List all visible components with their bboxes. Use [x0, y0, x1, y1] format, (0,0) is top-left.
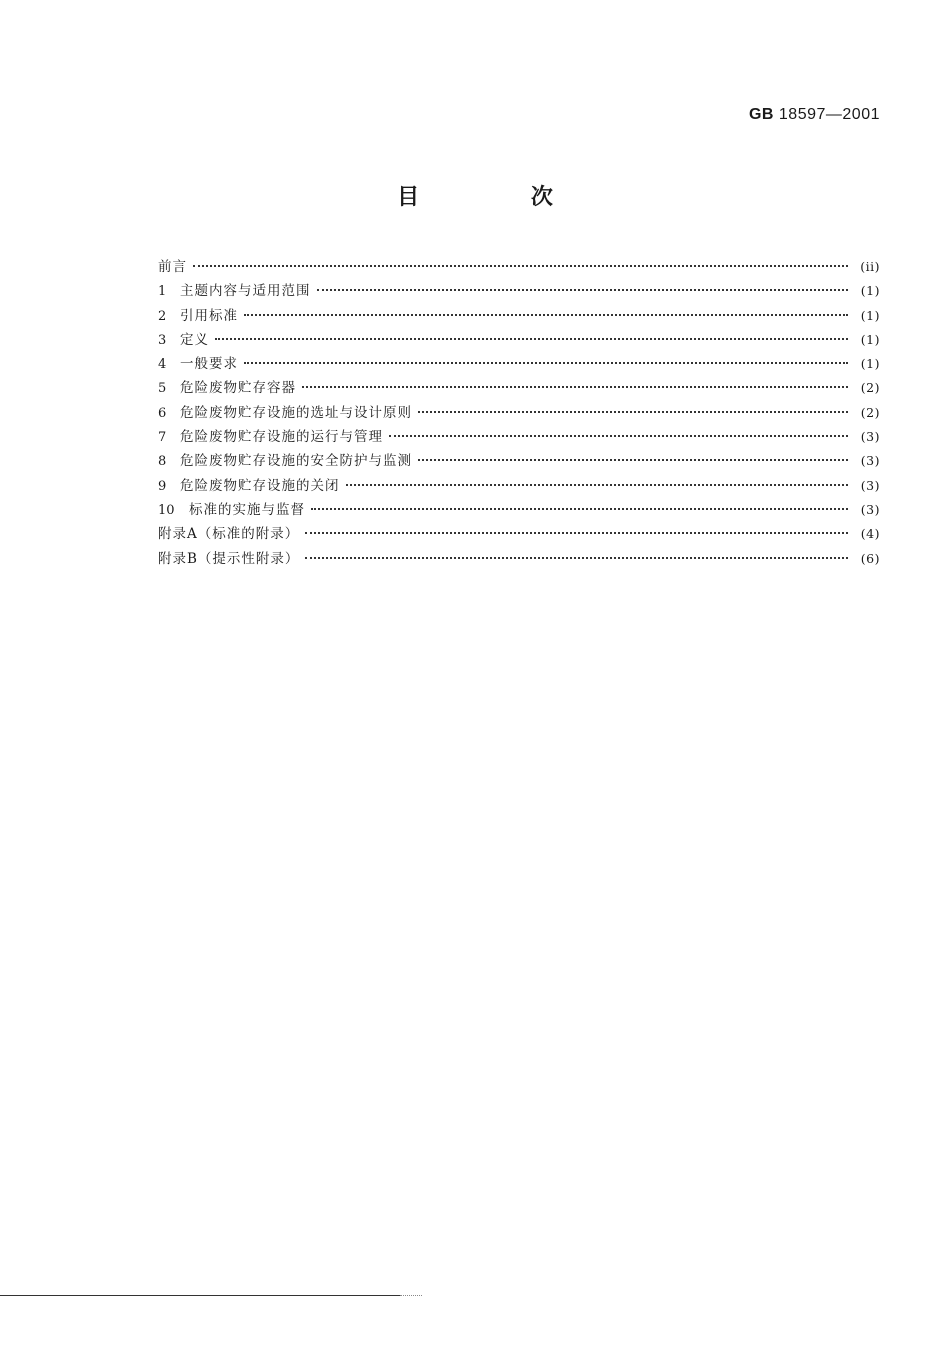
toc-entry-page: (1) — [860, 331, 880, 347]
toc-entry-number: 6 — [158, 405, 167, 421]
toc-entry[interactable] — [158, 304, 880, 328]
toc-entry-label: 附录A（标准的附录） — [158, 526, 300, 543]
toc-entry-label: 标准的实施与监督 — [189, 501, 305, 518]
toc-entry[interactable] — [158, 425, 880, 449]
toc-entry-label: 一般要求 — [180, 356, 238, 373]
footer-rule — [0, 1295, 400, 1296]
toc-entry-label: 危险废物贮存设施的运行与管理 — [180, 429, 383, 446]
toc-leader-dots — [305, 532, 848, 534]
toc-entry-page: (1) — [860, 307, 880, 323]
toc-entry-number: 3 — [158, 332, 167, 348]
page-title: 目 次 — [397, 185, 605, 210]
toc-entry[interactable] — [158, 255, 880, 279]
toc-entry[interactable] — [158, 279, 880, 303]
toc-entry-number: 5 — [158, 381, 167, 397]
toc-leader-dots — [302, 386, 848, 388]
toc-entry-label: 危险废物贮存设施的选址与设计原则 — [180, 404, 412, 421]
toc-entry-number: 10 — [158, 502, 175, 518]
toc-entry-number: 4 — [158, 357, 167, 373]
standard-prefix: GB — [748, 106, 774, 123]
standard-number — [749, 106, 880, 124]
toc-leader-dots — [244, 362, 848, 364]
toc-leader-dots — [418, 459, 848, 461]
toc-leader-dots — [389, 435, 848, 437]
toc-entry-page: (3) — [860, 453, 880, 469]
toc-entry-number: 9 — [158, 478, 167, 494]
toc-entry-label: 前言 — [158, 259, 187, 275]
toc-entry-page: (6) — [860, 550, 880, 566]
toc-leader-dots — [317, 289, 849, 291]
toc-entry-label: 危险废物贮存设施的关闭 — [180, 477, 340, 494]
toc-entry[interactable] — [158, 401, 880, 425]
toc-entry-label: 附录B（提示性附录） — [158, 550, 300, 567]
toc-entry[interactable] — [158, 474, 880, 498]
toc-entry-page: (3) — [860, 501, 880, 517]
toc-entry-number: 2 — [158, 308, 167, 324]
toc-entry-page: (3) — [860, 429, 880, 445]
toc-leader-dots — [305, 557, 848, 559]
toc-entry[interactable] — [158, 376, 880, 400]
toc-entry-page: (4) — [860, 526, 880, 542]
toc-entry-page: (2) — [860, 380, 880, 396]
toc-entry-page: (1) — [860, 356, 880, 372]
toc-entry-page: (2) — [860, 404, 880, 420]
toc-entry[interactable] — [158, 449, 880, 473]
footer-rule-tail — [400, 1295, 422, 1296]
toc-entry[interactable] — [158, 328, 880, 352]
toc-leader-dots — [215, 338, 848, 340]
toc-entry-label: 引用标准 — [180, 307, 238, 324]
toc-leader-dots — [193, 265, 848, 267]
toc-entry-number: 1 — [158, 284, 167, 300]
table-of-contents — [158, 255, 880, 571]
toc-entry-page: (3) — [860, 477, 880, 493]
toc-leader-dots — [346, 484, 849, 486]
toc-entry[interactable] — [158, 352, 880, 376]
toc-entry-number: 7 — [158, 430, 167, 446]
toc-entry-label: 危险废物贮存设施的安全防护与监测 — [180, 453, 412, 470]
toc-entry-label: 危险废物贮存容器 — [180, 380, 296, 397]
toc-entry-label: 定义 — [180, 331, 209, 348]
toc-entry-page: (1) — [860, 283, 880, 299]
toc-leader-dots — [311, 508, 848, 510]
toc-leader-dots — [418, 411, 848, 413]
toc-entry-label: 主题内容与适用范围 — [180, 283, 311, 300]
toc-entry[interactable] — [158, 522, 880, 546]
toc-entry-page: (ii) — [860, 259, 880, 274]
standard-code: 18597—2001 — [778, 106, 880, 123]
toc-entry[interactable] — [158, 498, 880, 522]
toc-leader-dots — [244, 314, 848, 316]
toc-entry-number: 8 — [158, 454, 167, 470]
toc-entry[interactable] — [158, 547, 880, 571]
